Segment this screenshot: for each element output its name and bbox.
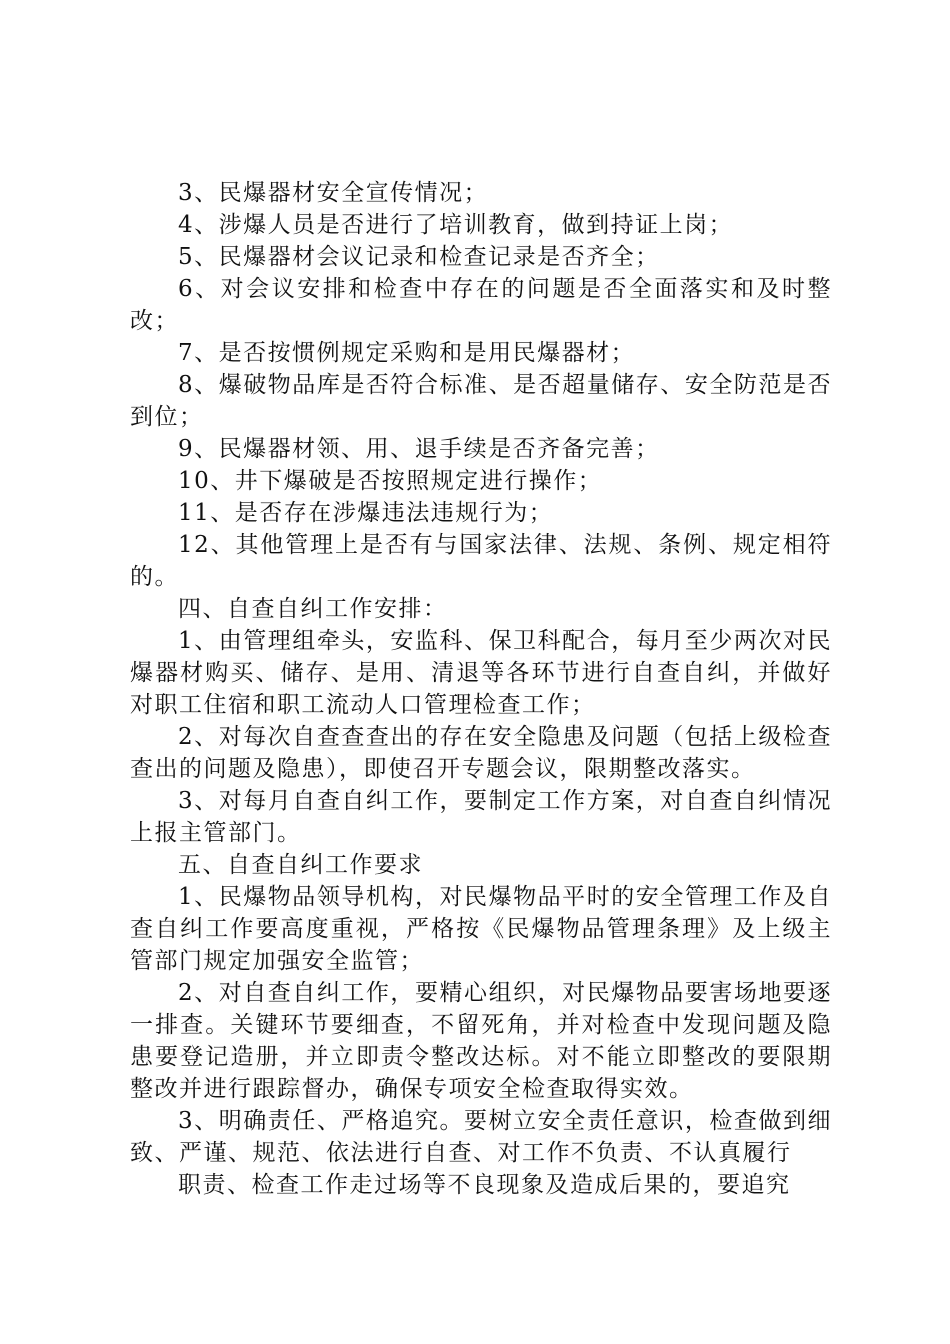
item-10: 10、井下爆破是否按照规定进行操作； [178,468,603,494]
item-9: 9、民爆器材领、用、退手续是否齐备完善； [178,436,660,462]
requirement-2: 2、对自查自纠工作，要精心组织，对民爆物品要害场地要逐一排查。关键环节要细查，不留死角，并对检查中发现问题及隐患要登记造册，并立即责令整改达标。对不能立即整改的要限期整改并进行跟踪督办，确保专项安全检查取得实效。 [130,980,832,1102]
arrangement-1: 1、由管理组牵头，安监科、保卫科配合，每月至少两次对民爆器材购买、储存、是用、清退等各环节进行自查自纠，并做好对职工住宿和职工流动人口管理检查工作； [130,628,832,718]
item-5: 5、民爆器材会议记录和检查记录是否齐全； [178,244,660,270]
section-heading-4: 四、自查自纠工作安排： [178,596,448,622]
document-body [130,177,832,1201]
item-4: 4、涉爆人员是否进行了培训教育，做到持证上岗； [178,212,734,238]
requirement-1: 1、民爆物品领导机构，对民爆物品平时的安全管理工作及自查自纠工作要高度重视，严格按《民爆物品管理条理》及上级主管部门规定加强安全监管； [130,884,832,974]
item-11: 11、是否存在涉爆违法违规行为； [178,500,554,526]
requirement-3-continued: 职责、检查工作走过场等不良现象及造成后果的，要追究 [178,1172,791,1198]
item-6: 6、对会议安排和检查中存在的问题是否全面落实和及时整改； [130,276,832,334]
arrangement-3: 3、对每月自查自纠工作，要制定工作方案，对自查自纠情况上报主管部门。 [130,788,832,846]
arrangement-2: 2、对每次自查查查出的存在安全隐患及问题（包括上级检查查出的问题及隐患），即使召开专题会议，限期整改落实。 [130,724,832,782]
requirement-3: 3、明确责任、严格追究。要树立安全责任意识，检查做到细致、严谨、规范、依法进行自查、对工作不负责、不认真履行 [130,1108,832,1166]
item-7: 7、是否按惯例规定采购和是用民爆器材； [178,340,636,366]
section-heading-5: 五、自查自纠工作要求 [178,852,423,878]
item-8: 8、爆破物品库是否符合标准、是否超量储存、安全防范是否到位； [130,372,832,430]
item-3: 3、民爆器材安全宣传情况； [178,180,489,206]
item-12: 12、其他管理上是否有与国家法律、法规、条例、规定相符的。 [130,532,832,590]
